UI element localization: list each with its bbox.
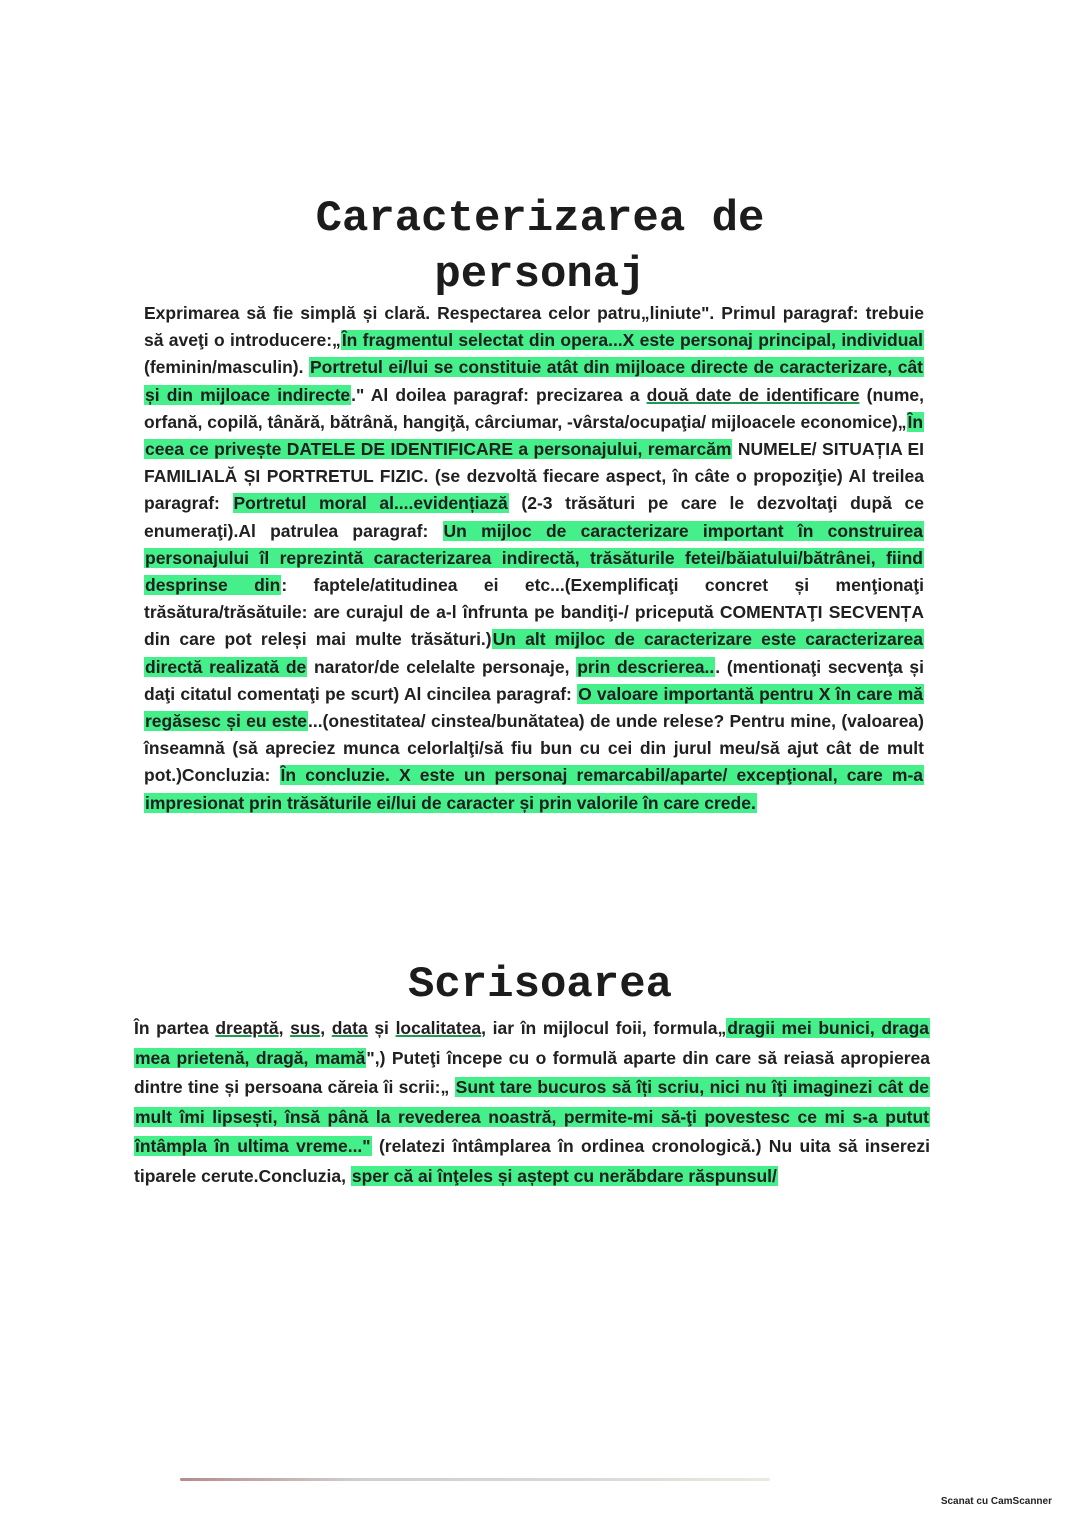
highlighted-text: În ceea ce privește DATELE DE IDENTIFICARE a personajului, remarcăm bbox=[145, 411, 924, 460]
underlined-text: două date de identificare bbox=[646, 384, 860, 405]
text-run: . (mentionaţi secvenţa și daţi citatul comentaţi pe scurt) Al cincilea paragraf: bbox=[144, 656, 925, 704]
text-run: În partea bbox=[134, 1018, 216, 1038]
text-run: : faptele/atitudinea ei etc...(Exemplificaţi concret și menţionaţi trăsătura/trăsătuile: are curajul de a-l înfrunta pe bandiţi-/ pricepută COMENTAŢI SECVENȚA din care pot releși mai multe trăsături.) bbox=[144, 575, 924, 650]
highlighted-text: Sunt tare bucuros să îți scriu, nici nu îţi imaginezi cât de mult îmi lipsești, însă până la revederea noastră, permite-mi să-ţi povestesc ce mi s-a putut întâmpla în ultima vreme..." bbox=[135, 1077, 929, 1157]
text-run: Exprimarea să fie simplă și clară. Respectarea celor patru„liniute". Primul paragraf: trebuie să aveţi o introducere:„ bbox=[144, 303, 924, 351]
text-run: (nume, orfană, copilă, tânără, bătrână, hangiţă, cârciumar, -vârsta/ocupaţia/ mijloacele economice)„ bbox=[144, 384, 924, 432]
scan-edge-line bbox=[180, 1478, 770, 1481]
camscanner-watermark: Scanat cu CamScanner bbox=[940, 1496, 1052, 1507]
highlighted-text: O valoare importantă pentru X în care mă regăsesc și eu este bbox=[145, 683, 923, 732]
highlighted-text: sper că ai înţeles și aștept cu nerăbdare răspunsul/ bbox=[351, 1165, 777, 1186]
highlighted-text: Un alt mijloc de caracterizare este caracterizarea directă realizată de bbox=[145, 629, 924, 677]
scrisoarea-instructions-paragraph bbox=[134, 1014, 930, 1192]
highlighted-text: prin descrierea.. bbox=[577, 656, 715, 677]
title-scrisoarea: Scrisoarea bbox=[407, 960, 673, 1010]
text-run: ...(onestitatea/ cinstea/bunătatea) de unde relese? Pentru mine, (valoarea) înseamnă (să apreciez munca celorlalţi/să fiu bun cu cei din jurul meu/să ajut cât de mult pot.)Concluzia: bbox=[144, 711, 924, 786]
text-run: , iar în mijlocul foii, formula„ bbox=[481, 1018, 727, 1038]
text-run: ." Al doilea paragraf: precizarea a bbox=[351, 384, 647, 405]
highlighted-text: În concluzie. X este un personaj remarcabil/aparte/ excepţional, care m-a impresionat prin trăsăturile ei/lui de caracter și prin valorile în care crede. bbox=[145, 765, 923, 813]
underlined-text: dreaptă bbox=[215, 1018, 279, 1038]
text-run: , bbox=[278, 1018, 291, 1038]
highlighted-text: Portretul moral al....evidențiază bbox=[233, 493, 508, 514]
title-caracterizarea-line2: personaj bbox=[434, 250, 646, 300]
text-run: ",) Puteţi începe cu o formulă aparte din care să reiasă apropierea dintre tine și persoana căreia îi scrii:„ bbox=[134, 1047, 930, 1098]
title-caracterizarea-line1: Caracterizarea de bbox=[315, 194, 765, 244]
text-run: și bbox=[367, 1018, 396, 1038]
highlighted-text: Un mijloc de caracterizare important în construirea personajului îl reprezintă caracterizarea indirectă, trăsăturile fetei/băiatului/bătrânei, fiind desprinse din bbox=[145, 520, 923, 596]
text-run: (2-3 trăsături pe care le dezvoltaţi după ce enumeraţi).Al patrulea paragraf: bbox=[144, 493, 924, 541]
underlined-text: sus bbox=[290, 1018, 321, 1038]
underlined-text: localitatea bbox=[395, 1018, 482, 1038]
highlighted-text: În fragmentul selectat din opera...X este personaj principal, individual bbox=[341, 330, 923, 351]
text-run: narator/de celelalte personaje, bbox=[307, 656, 577, 677]
text-run: (feminin/masculin). bbox=[144, 357, 309, 378]
text-run: , bbox=[320, 1018, 332, 1038]
highlighted-text: dragii mei bunici, draga mea prietenă, dragă, mamă bbox=[135, 1018, 930, 1068]
text-run: NUMELE/ SITUAȚIA EI FAMILIALĂ ȘI PORTRETUL FIZIC. (se dezvoltă fiecare aspect, în câte o propoziţie) Al treilea paragraf: bbox=[144, 439, 924, 514]
text-run: (relatezi întâmplarea în ordinea cronologică.) Nu uita să inserezi tiparele cerute.Concluzia, bbox=[134, 1136, 930, 1186]
highlighted-text: Portretul ei/lui se constituie atât din mijloace directe de caracterizare, cât și din mijloace indirecte bbox=[145, 357, 924, 405]
caracterizare-instructions-paragraph bbox=[144, 300, 924, 817]
underlined-text: data bbox=[331, 1018, 368, 1038]
